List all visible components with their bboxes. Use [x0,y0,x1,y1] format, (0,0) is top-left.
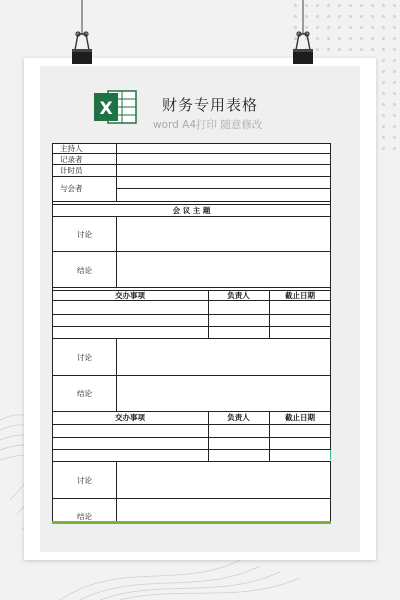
binder-clip-icon [70,0,94,70]
recorder-label: 记录者 [60,155,83,164]
conclude-label: 结论 [77,266,92,275]
discuss-label: 讨论 [77,476,92,485]
task-header-item: 交办事项 [115,291,145,300]
task-header-owner: 负责人 [227,413,250,422]
host-label: 主持人 [60,144,83,153]
task-header-item: 交办事项 [115,413,145,422]
conclude-label: 结论 [77,389,92,398]
document-subtitle: word A4打印 随意修改 [153,119,263,131]
meeting-topic-heading: 会 议 主 题 [172,206,211,215]
conclude-label: 结论 [77,512,92,521]
cell-selection-marker [330,450,331,460]
discuss-label: 讨论 [77,353,92,362]
task-header-deadline: 截止日期 [285,413,315,422]
excel-logo-letter: X [99,99,113,119]
excel-logo-icon [92,89,138,125]
accent-strip [52,521,331,524]
task-header-owner: 负责人 [227,291,250,300]
binder-clip-icon [291,0,315,70]
task-header-deadline: 截止日期 [285,291,315,300]
meeting-form-table [52,143,331,523]
attendees-label: 与会者 [60,184,83,193]
discuss-label: 讨论 [77,230,92,239]
timekeeper-label: 计时员 [60,166,83,175]
document-title: 财务专用表格 [162,96,259,114]
